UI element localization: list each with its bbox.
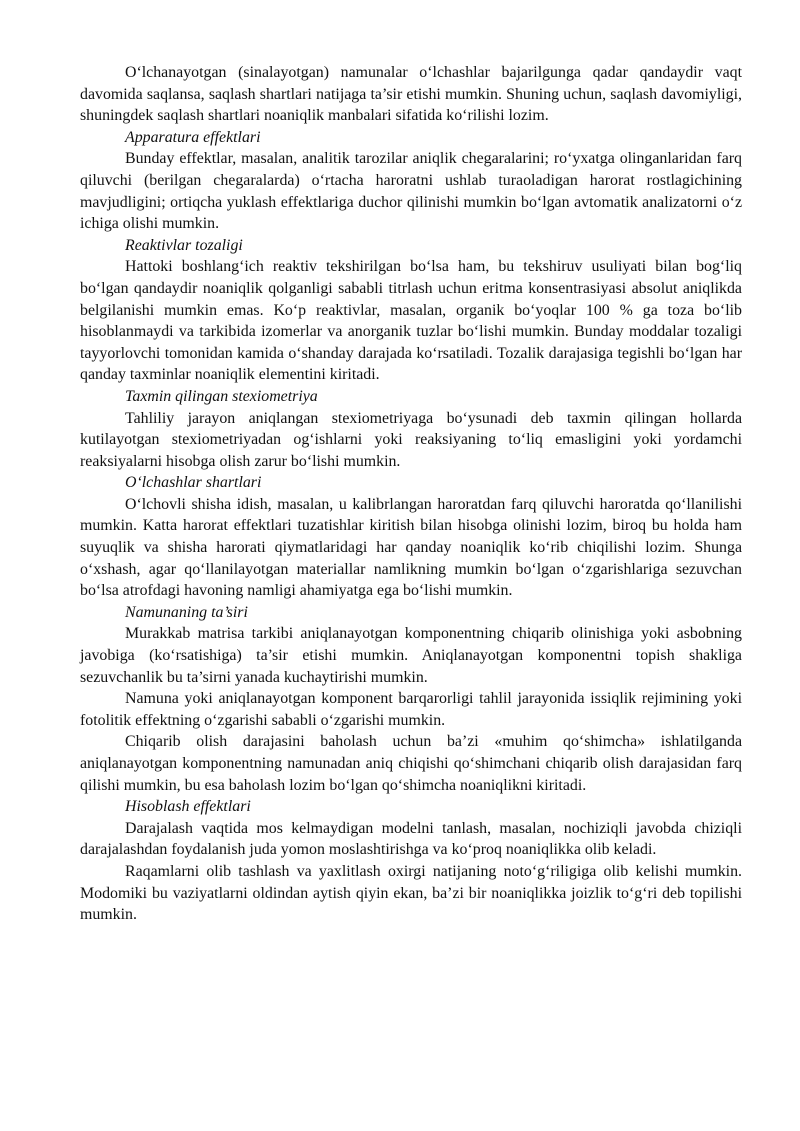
heading-sample-effects: Namunaning ta’siri xyxy=(125,603,248,621)
heading-computational-effects: Hisoblash effektlari xyxy=(125,798,251,816)
paragraph-recovery-spike: Chiqarib olish darajasini baholash uchun ba’zi «muhim qo‘shimcha» ishlatilganda aniqlanayotgan komponentning namunadan aniq chiqishi qo‘shimchani chiqarib olish darajasidan farq qilishi mumkin, bu esa baholash lozim bo‘lgan qo‘shimcha noaniqlikni kiritadi. xyxy=(80,733,742,794)
paragraph-calibration-model: Darajalash vaqtida mos kelmaydigan modelni tanlash, masalan, nochiziqli javobda chiziqli darajalashdan foydalanish juda yomon moslashtirishga va ko‘proq noaniqlikka olib keladi. xyxy=(80,819,742,859)
paragraph-reagent-purity: Hattoki boshlang‘ich reaktiv tekshirilgan bo‘lsa ham, bu tekshiruv usuliyati bilan bog‘liq bo‘lgan qandaydir noaniqlik qolganligi sababli titrlash uchun eritma konsentrasiyasi absolut aniqlikda belgilanishi mumkin emas. Ko‘p reaktivlar, masalan, organik bo‘yoqlar 100 % ga toza bo‘lib hisoblanmaydi va tarkibida izomerlar va anorganik tuzlar bo‘lishi mumkin. Bunday moddalar tozaligi tayyorlovchi tomonidan kamida o‘shanday darajada ko‘rsatiladi. Tozalik darajasiga tegishli bo‘lgan har qanday taxminlar noaniqlik elementini kiritadi. xyxy=(80,258,742,384)
document-page xyxy=(80,62,742,926)
heading-assumed-stoichiometry: Taxmin qilingan stexiometriya xyxy=(125,387,318,405)
paragraph-sample-matrix: Murakkab matrisa tarkibi aniqlanayotgan komponentning chiqarib olinishiga yoki asbobning javobiga (ko‘rsatishiga) ta’sir etishi mumkin. Aniqlanayotgan komponentni topish shakliga sezuvchanlik bu ta’sirni yanada kuchaytirishi mumkin. xyxy=(80,625,742,686)
paragraph-sample-stability: Namuna yoki aniqlanayotgan komponent barqarorligi tahlil jarayonida issiqlik rejimining yoki fotolitik effektning o‘zgarishi sababli o‘zgarishi mumkin. xyxy=(80,690,742,729)
heading-reagent-purity: Reaktivlar tozaligi xyxy=(125,236,243,254)
heading-measurement-conditions: O‘lchashlar shartlari xyxy=(125,474,262,492)
paragraph-assumed-stoichiometry: Tahliliy jarayon aniqlangan stexiometriyaga bo‘ysunadi deb taxmin qilingan hollarda kutilayotgan stexiometriyadan og‘ishlarni yoki reaksiyaning to‘liq emasligini yoki yordamchi reaksiyalarni hisobga olish zarur bo‘lishi mumkin. xyxy=(80,409,742,470)
paragraph-rounding: Raqamlarni olib tashlash va yaxlitlash oxirgi natijaning noto‘g‘riligiga olib kelishi mumkin. Modomiki bu vaziyatlarni oldindan aytish qiyin ekan, ba’zi bir noaniqlikka joizlik to‘g‘ri deb topilishi mumkin. xyxy=(80,862,742,924)
paragraph-measurement-conditions: O‘lchovli shisha idish, masalan, u kalibrlangan haroratdan farq qiluvchi haroratda qo‘llanilishi mumkin. Katta harorat effektlari tuzatishlar kiritish bilan hisobga olinishi lozim, biroq bu holda ham suyuqlik va shisha harorati qiymatlaridagi har qanday noaniqlik ko‘rib chiqilishi lozim. Shunga o‘xshash, agar qo‘llanilayotgan materiallar namlikning mumkin bo‘lgan o‘zgarishlariga sezuvchan bo‘lsa atrofdagi havoning namligi ahamiyatga ega bo‘lishi mumkin. xyxy=(80,495,742,600)
paragraph-apparatus-effects: Bunday effektlar, masalan, analitik tarozilar aniqlik chegaralarini; ro‘yxatga olinganlaridan farq qiluvchi (berilgan chegaralarda) o‘rtacha haroratni ushlab turaoladigan harorat rostlagichining mavjudligini; ortiqcha yuklash effektlariga duchor qilinishi mumkin bo‘lgan avtomatik analizatorni o‘z ichiga olishi mumkin. xyxy=(80,150,742,233)
paragraph-storage-conditions: O‘lchanayotgan (sinalayotgan) namunalar o‘lchashlar bajarilgunga qadar qandaydir vaqt davomida saqlansa, saqlash shartlari natijaga ta’sir etishi mumkin. Shuning uchun, saqlash davomiyligi, shuningdek saqlash shartlari noaniqlik manbalari sifatida ko‘rilishi lozim. xyxy=(80,64,742,125)
heading-apparatus-effects: Apparatura effektlari xyxy=(125,128,261,146)
